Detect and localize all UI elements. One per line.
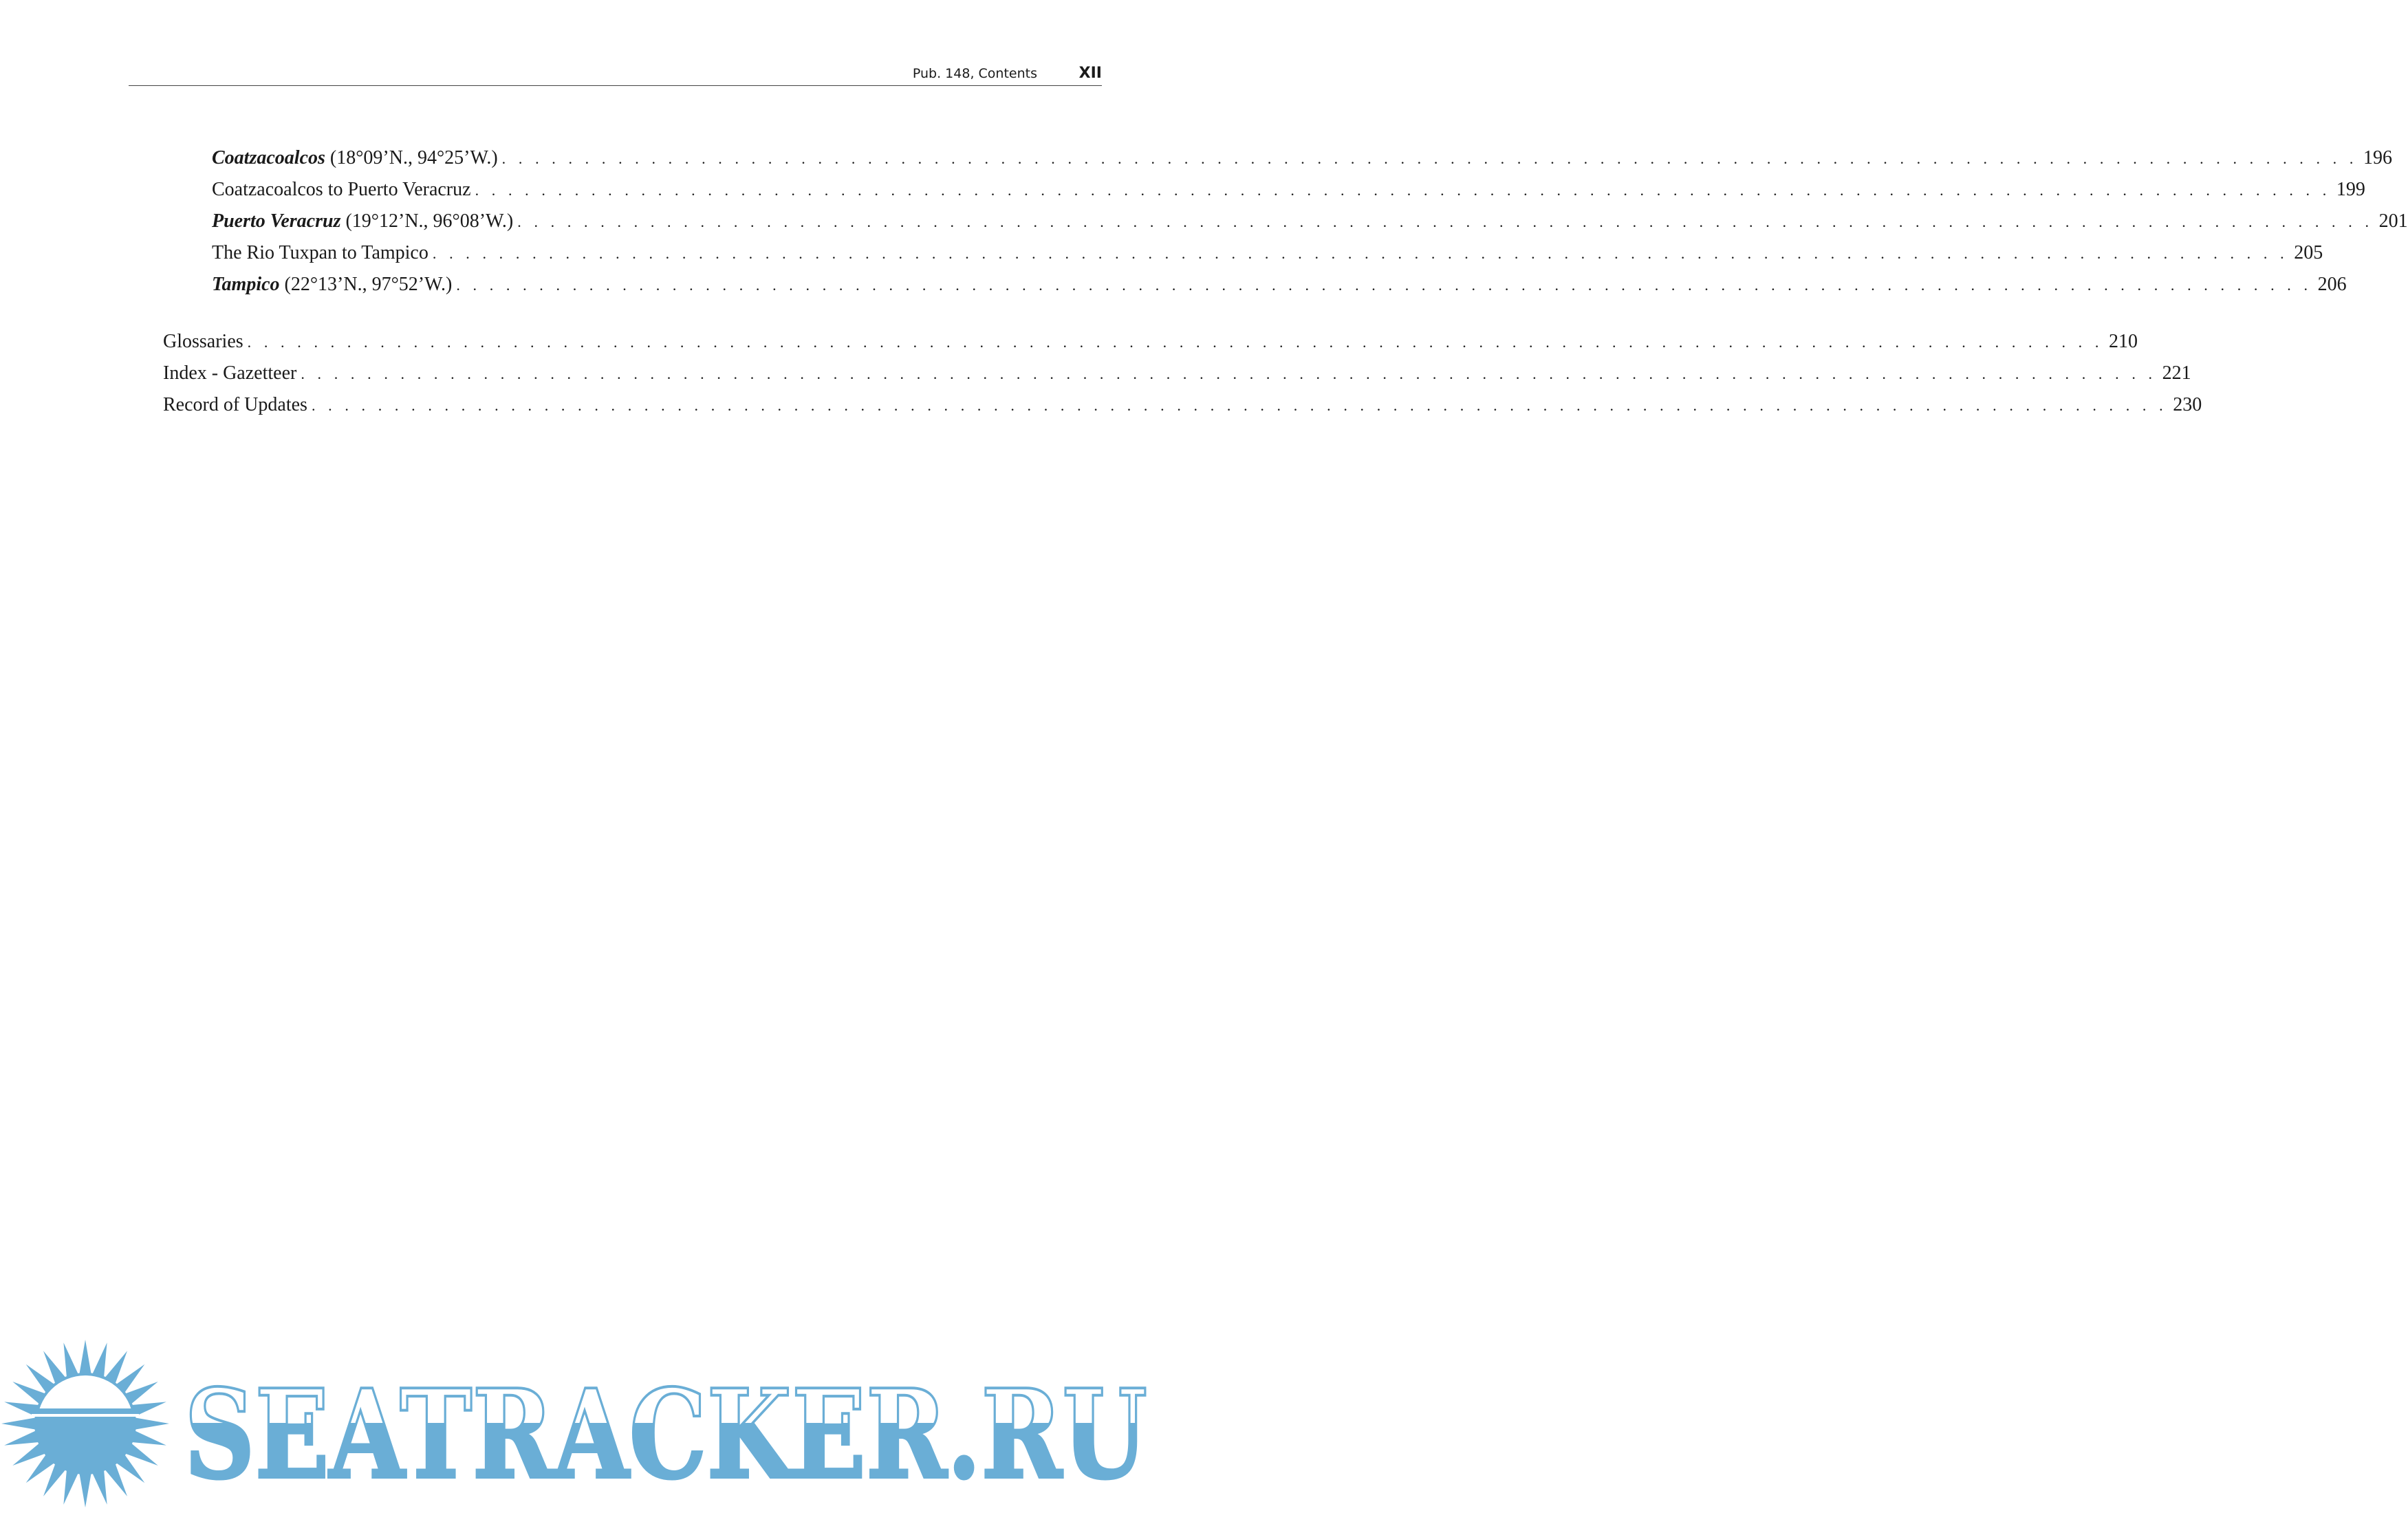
toc-entry-coatzacoalcos-to-veracruz[interactable] <box>212 177 2365 202</box>
toc-entry-coatzacoalcos[interactable] <box>212 146 2392 171</box>
toc-entry-text: (22°13’N., 97°52’W.) <box>279 274 453 295</box>
toc-entry-index-gazetteer[interactable] <box>163 361 2191 386</box>
toc-entry-glossaries[interactable] <box>163 329 2138 354</box>
toc-entry-puerto-veracruz[interactable] <box>212 209 2408 234</box>
toc-entry-text: Index - Gazetteer <box>163 362 297 384</box>
sun-icon <box>1 1340 169 1507</box>
toc-entry-text: Record of Updates <box>163 394 307 415</box>
toc-entry-page: 205 <box>2294 242 2323 263</box>
page-header <box>129 63 1102 86</box>
header-publication: Pub. 148, Contents <box>912 66 1037 81</box>
toc-leader-dots <box>433 241 2288 266</box>
toc-entry-page: 230 <box>2173 394 2202 415</box>
toc-entry-text: Glossaries <box>163 331 243 352</box>
toc-leader-dots <box>517 210 2373 235</box>
toc-entry-text: (18°09’N., 94°25’W.) <box>325 147 498 168</box>
toc-leader-dots <box>475 178 2331 203</box>
toc-entry-tampico[interactable] <box>212 272 2347 297</box>
toc-entry-port-name: Tampico <box>212 274 280 295</box>
toc-entry-page: 199 <box>2336 179 2365 200</box>
toc-leader-dots <box>248 330 2103 355</box>
toc-entry-text: The Rio Tuxpan to Tampico <box>212 242 429 263</box>
toc-entry-page: 221 <box>2162 362 2191 384</box>
toc-entry-port-name: Puerto Veracruz <box>212 210 341 232</box>
toc-entry-page: 196 <box>2363 147 2392 168</box>
seatracker-watermark <box>0 1334 1169 1513</box>
toc-entry-page: 201 <box>2378 210 2408 232</box>
toc-leader-dots <box>456 273 2312 298</box>
toc-entry-tuxpan-to-tampico[interactable] <box>212 241 2323 265</box>
toc-leader-dots <box>502 146 2358 171</box>
watermark-text: SEATRACKER.RU <box>184 1362 1147 1506</box>
toc-entry-page: 210 <box>2108 331 2138 352</box>
toc-leader-dots <box>301 362 2156 387</box>
toc-entry-record-of-updates[interactable] <box>163 393 2202 417</box>
toc-entry-port-name: Coatzacoalcos <box>212 147 325 168</box>
header-page-number: XII <box>1078 65 1102 82</box>
toc-entry-text: (19°12’N., 96°08’W.) <box>340 210 514 232</box>
toc-entry-page: 206 <box>2317 274 2347 295</box>
toc-leader-dots <box>312 393 2167 418</box>
toc-entry-text: Coatzacoalcos to Puerto Veracruz <box>212 179 471 200</box>
